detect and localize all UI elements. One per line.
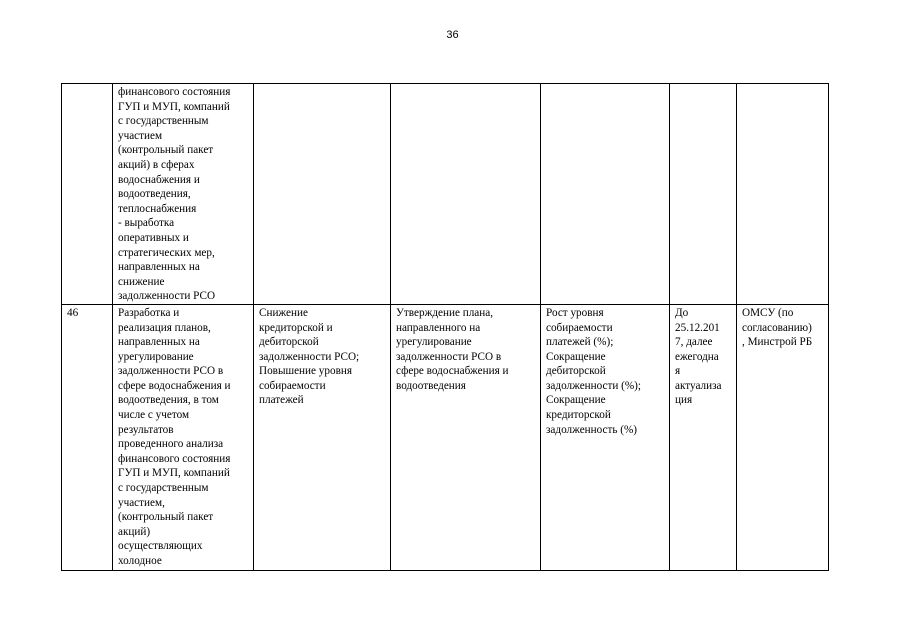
cell-deadline: До 25.12.201 7, далее ежегодна я актуализа ция [670, 304, 737, 570]
cell-measure: финансового состояния ГУП и МУП, компаний с государственным участием (контрольный пакет акций) в сферах водоснабжения и водоотведения, теплоснабжения - выработка оперативных и стратегических мер, направленных на снижение задолженности РСО [113, 84, 254, 305]
cell-number [62, 84, 113, 305]
cell-deadline [670, 84, 737, 305]
cell-indicator: Рост уровня собираемости платежей (%); Сокращение дебиторской задолженности (%); Сокращение кредиторской задолженность (%) [541, 304, 670, 570]
page-number: 36 [446, 29, 459, 41]
cell-responsible [737, 84, 829, 305]
cell-goal: Снижение кредиторской и дебиторской задолженности РСО; Повышение уровня собираемости платежей [254, 304, 391, 570]
cell-indicator [541, 84, 670, 305]
table-row-continued [62, 84, 829, 305]
cell-measure: Разработка и реализация планов, направленных на урегулирование задолженности РСО в сфере водоснабжения и водоотведения, в том числе с учетом результатов проведенного анализа финансового состояния ГУП и МУП, компаний с государственным участием, (контрольный пакет акций) осуществляющих холодное [113, 304, 254, 570]
table-row-46 [62, 304, 829, 570]
cell-action: Утверждение плана, направленного на урегулирование задолженности РСО в сфере водоснабжения и водоотведения [391, 304, 541, 570]
measures-table [61, 83, 829, 571]
cell-goal [254, 84, 391, 305]
cell-number: 46 [62, 304, 113, 570]
cell-responsible: ОМСУ (по согласованию) , Минстрой РБ [737, 304, 829, 570]
cell-action [391, 84, 541, 305]
